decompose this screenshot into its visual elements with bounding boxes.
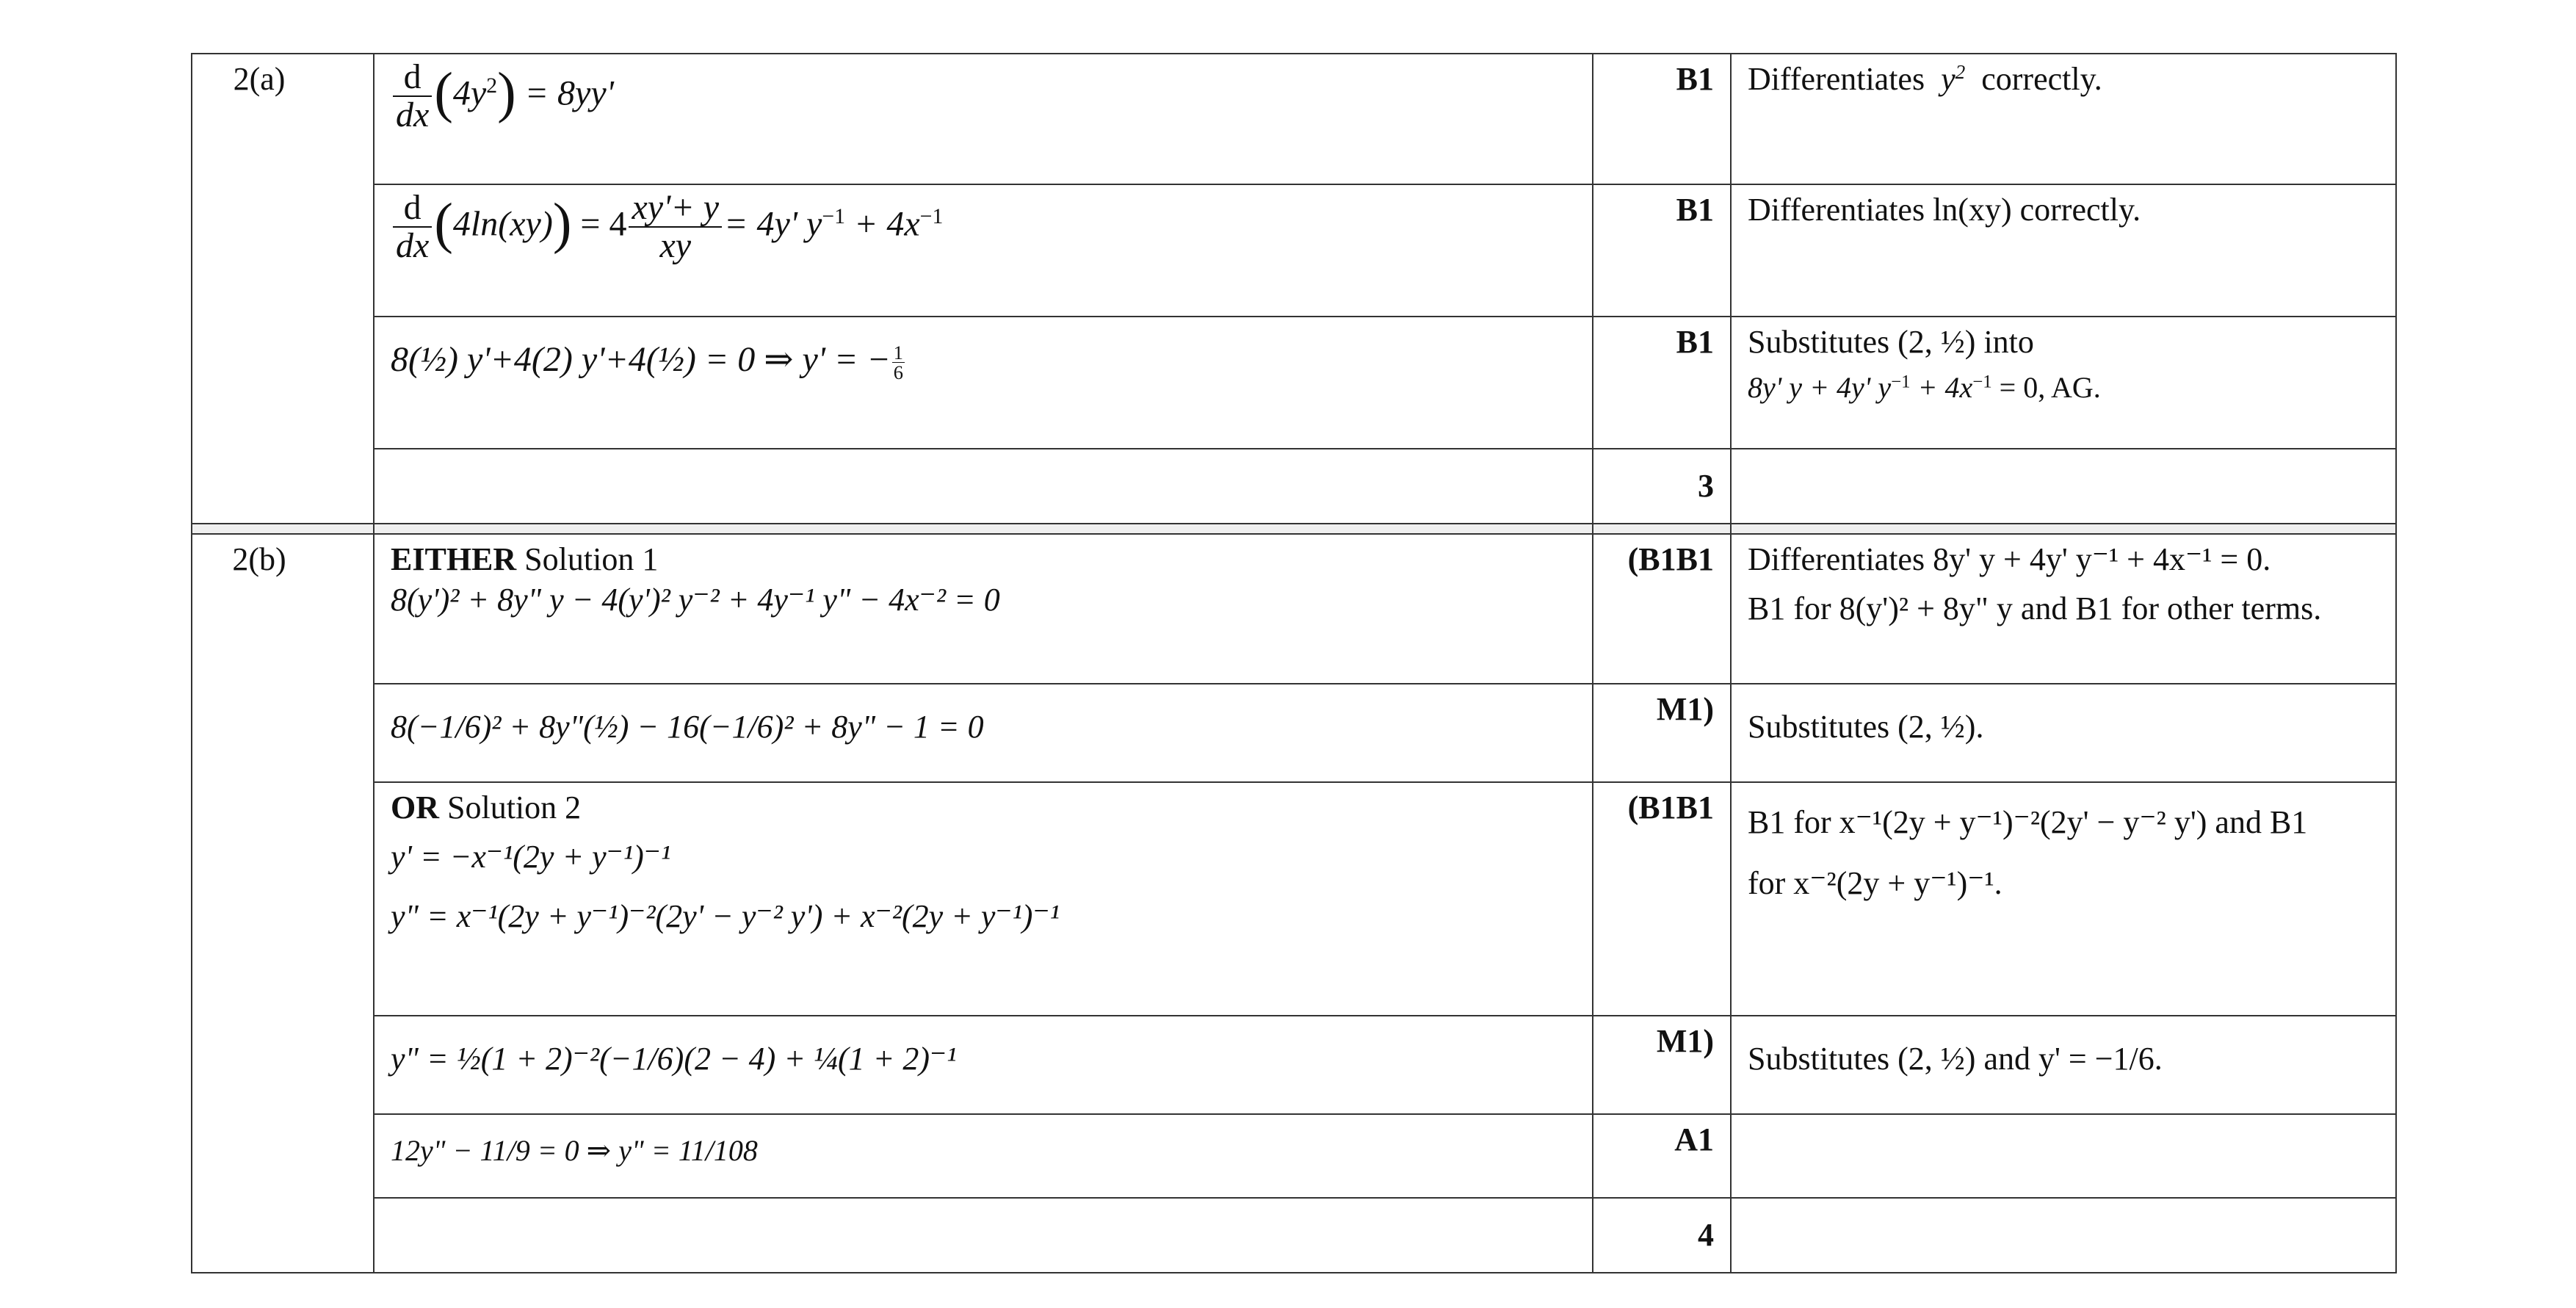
working-cell: 12y" − 11/9 = 0 ⇒ y" = 11/108 [374, 1114, 1593, 1198]
working-cell [374, 1198, 1593, 1273]
working-cell: OR Solution 2 y' = −x⁻¹(2y + y⁻¹)⁻¹ y" = x⁻¹(2y + y⁻¹)⁻²(2y' − y⁻² y') + x⁻²(2y + y⁻¹)⁻¹ [374, 782, 1593, 1016]
mark-scheme-sheet [191, 53, 2395, 1273]
mark-cell: B1 [1593, 317, 1731, 449]
guidance-cell: Substitutes (2, ½) and y' = −1/6. [1731, 1016, 2396, 1114]
guidance-cell: Differentiates $y^2$ correctly. [1731, 54, 2396, 184]
guidance-cell [1731, 1198, 2396, 1273]
mark-cell: A1 [1593, 1114, 1731, 1198]
guidance-cell: Substitutes (2, ½) into 8y' y + 4y' $y^{-1} + 4x^{-1} = 0$, AG. [1731, 317, 2396, 449]
guidance-cell: Differentiates 8y' y + 4y' y⁻¹ + 4x⁻¹ = 0. B1 for 8(y')² + 8y" y and B1 for other terms. [1731, 534, 2396, 684]
part-total: 3 [1593, 449, 1731, 524]
guidance-cell [1731, 449, 2396, 524]
guidance-cell: Substitutes (2, ½). [1731, 684, 2396, 782]
working-cell [374, 449, 1593, 524]
table-row [192, 782, 2396, 1016]
mark-cell: (B1B1 [1593, 782, 1731, 1016]
question-label-2b: 2(b) [192, 534, 374, 1273]
table-row [192, 534, 2396, 684]
working-cell: $\frac{d}{dx}$ $(4y^2) = 8yy'$ [374, 54, 1593, 184]
working-cell: $\frac{d}{dx}$ (4ln(xy)) = 4 $\frac{xy'+ y}{xy}$ = 4y' $y^{-1} + 4x^{-1}$ [374, 184, 1593, 317]
mark-cell: M1) [1593, 684, 1731, 782]
mark-cell: B1 [1593, 54, 1731, 184]
table-row [192, 317, 2396, 449]
working-cell: 8(−1/6)² + 8y"(½) − 16(−1/6)² + 8y" − 1 = 0 [374, 684, 1593, 782]
guidance-cell: B1 for x⁻¹(2y + y⁻¹)⁻²(2y' − y⁻² y') and B1 for x⁻²(2y + y⁻¹)⁻¹. [1731, 782, 2396, 1016]
table-row [192, 684, 2396, 782]
mark-scheme-table [191, 53, 2397, 1273]
working-cell: y" = ½(1 + 2)⁻²(−1/6)(2 − 4) + ¼(1 + 2)⁻¹ [374, 1016, 1593, 1114]
mark-cell: M1) [1593, 1016, 1731, 1114]
table-row [192, 1114, 2396, 1198]
table-row [192, 54, 2396, 184]
question-label-2a: 2(a) [192, 54, 374, 524]
part-separator [192, 524, 2396, 534]
mark-cell: B1 [1593, 184, 1731, 317]
working-cell: EITHER Solution 1 8(y')² + 8y" y − 4(y')² y⁻² + 4y⁻¹ y" − 4x⁻² = 0 [374, 534, 1593, 684]
guidance-cell [1731, 1114, 2396, 1198]
part-total: 4 [1593, 1198, 1731, 1273]
mark-cell: (B1B1 [1593, 534, 1731, 684]
table-row [192, 1198, 2396, 1273]
table-row [192, 1016, 2396, 1114]
guidance-cell: Differentiates ln(xy) correctly. [1731, 184, 2396, 317]
table-row [192, 449, 2396, 524]
working-cell: 8(½) y'+4(2) y'+4(½) = 0 ⇒ y' = − $\frac{1}{6}$ [374, 317, 1593, 449]
table-row [192, 184, 2396, 317]
